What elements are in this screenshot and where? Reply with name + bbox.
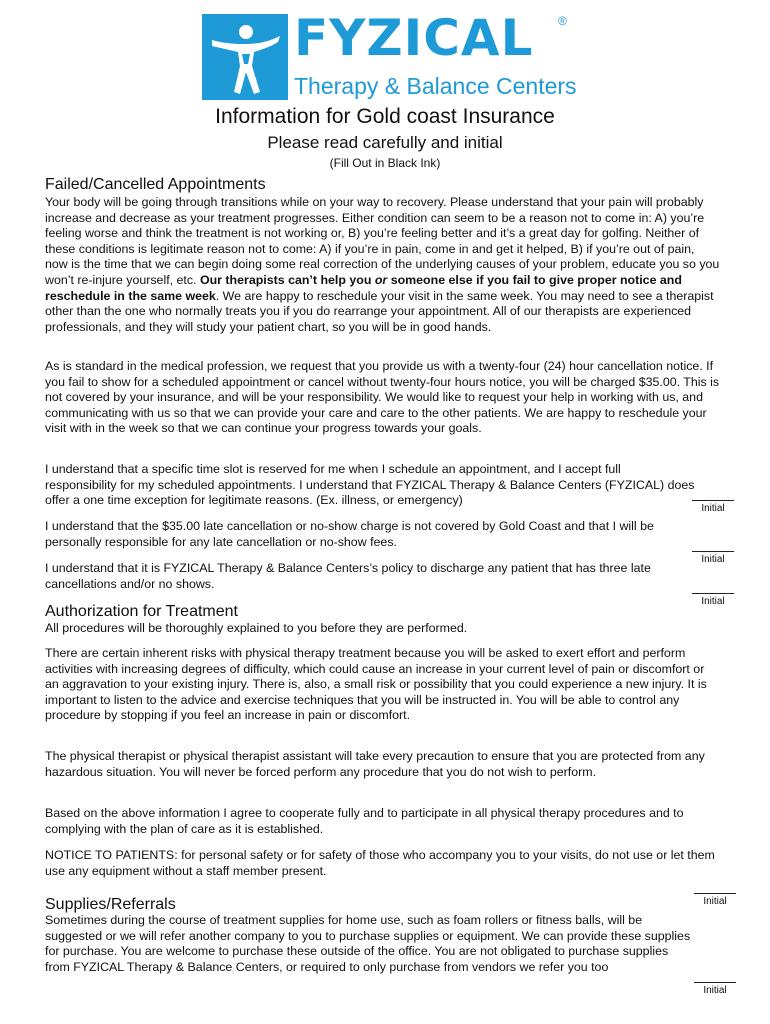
failed-paragraph-3: I understand that a specific time slot is reserved for me when I schedule an appointment, and I accept full responsibility for my scheduled appointments. I understand that FYZICAL Therapy & Balance Centers (FYZICAL) does offer a one time exception for legitimate reasons. (Ex. illness, or emergency) [45, 462, 695, 508]
failed-p1-start: Your body will be going through transitions while on your way to recovery. Please understand that your pain will probably increase and decrease as your treatment progresses. Either condition can seem to be a reason not to come in: A) you’re feeling worse and think the treatment is not working or, B) you’re feeling better and it’s a great day for golfing. Neither of these conditions is legitimate reason not to come: A) if you’re in pain, come in and get it helped, B) if you’re out of pain, now is the time that we can begin doing some real correction of the underlying causes of your problem, educate you so you won’t re-injure yourself, etc. [45, 195, 720, 287]
failed-p1-end: . We are happy to reschedule your visit in the same week. You may need to see a therapist other than the one who normally treats you if you do rearrange your appointment. All of our therapists are experienced professionals, and they will study your patient chart, so you will be in good hands. [45, 288, 714, 334]
auth-paragraph-4: Based on the above information I agree to cooperate fully and to participate in all physical therapy procedures and to complying with the plan of care as it is established. [45, 806, 684, 836]
initial-line-1[interactable]: Initial [692, 500, 734, 515]
auth-paragraph-5: NOTICE TO PATIENTS: for personal safety or for safety of those who accompany you to your visits, do not use or let them use any equipment without a staff member present. [45, 848, 715, 878]
page-subtitle: Please read carefully and initial [267, 133, 503, 152]
failed-paragraph-4: I understand that the $35.00 late cancellation or no-show charge is not covered by Gold Coast and that I will be personally responsible for any late cancellation or no-show fees. [45, 519, 654, 549]
registered-mark: ® [558, 14, 567, 28]
brand-name: FYZICAL [294, 9, 534, 67]
auth-paragraph-2: There are certain inherent risks with physical therapy treatment because you will be asked to exert effort and perform activities with increasing degrees of difficulty, which could cause an increase in your current level of pain or discomfort or an aggravation to your existing injury. There is, also, a small risk or possibility that you could experience a new injury. It is important to listen to the advice and exercise techniques that you will be instructed in. You will be able to control any procedure by stopping if you feel an increase in pain or discomfort. [45, 646, 707, 723]
supplies-paragraph-1: Sometimes during the course of treatment supplies for home use, such as foam rollers or fitness balls, will be suggested or we will refer another company to you to purchase supplies or equipment. We can provide these supplies for purchase. You are welcome to purchase these outside of the office. You are not obligated to purchase supplies from FYZICAL Therapy & Balance Centers, or required to only purchase from vendors we refer you too [45, 913, 691, 974]
auth-paragraph-3: The physical therapist or physical therapist assistant will take every precaution to ensure that you are protected from any hazardous situation. You will never be forced perform any procedure that you do not wish to perform. [45, 749, 705, 779]
fyzical-figure-icon [202, 14, 288, 100]
failed-p1-bold-em: or [374, 272, 388, 287]
failed-paragraph-2: As is standard in the medical profession, we request that you provide us with a twenty-four (24) hour cancellation notice. If you fail to show for a scheduled appointment or cancel without twenty-four hours notice, you will be charged $35.00. This is not covered by your insurance, and will be your responsibility. We would like to request your help in working with us, and communicating with us so that we can provide your care and care to the other patients. We are happy to reschedule your visit with in the week so that we can continue your progress towards your goals. [45, 359, 720, 436]
failed-p1-bold-a: Our therapists can’t help you [199, 272, 375, 287]
initial-line-2[interactable]: Initial [692, 551, 734, 566]
initial-line-5[interactable]: Initial [694, 982, 736, 997]
page-title: Information for Gold coast Insurance [215, 105, 555, 128]
failed-p1-bold-b: someone else if you fail to give proper notice and reschedule in the same week [45, 272, 682, 303]
heading-supplies-referrals: Supplies/Referrals [45, 896, 176, 913]
failed-paragraph-1 [45, 195, 720, 335]
ink-note: (Fill Out in Black Ink) [329, 156, 441, 170]
brand-tagline: Therapy & Balance Centers [294, 73, 577, 99]
heading-failed-appointments: Failed/Cancelled Appointments [45, 176, 266, 193]
initial-line-4[interactable]: Initial [694, 893, 736, 908]
initial-line-3[interactable]: Initial [692, 593, 734, 608]
heading-authorization: Authorization for Treatment [45, 603, 238, 620]
failed-paragraph-5: I understand that it is FYZICAL Therapy & Balance Centers’s policy to discharge any patient that has three late cancellations and/or no shows. [45, 561, 651, 591]
auth-paragraph-1: All procedures will be thoroughly explained to you before they are performed. [45, 621, 468, 635]
fyzical-logo [202, 9, 582, 102]
